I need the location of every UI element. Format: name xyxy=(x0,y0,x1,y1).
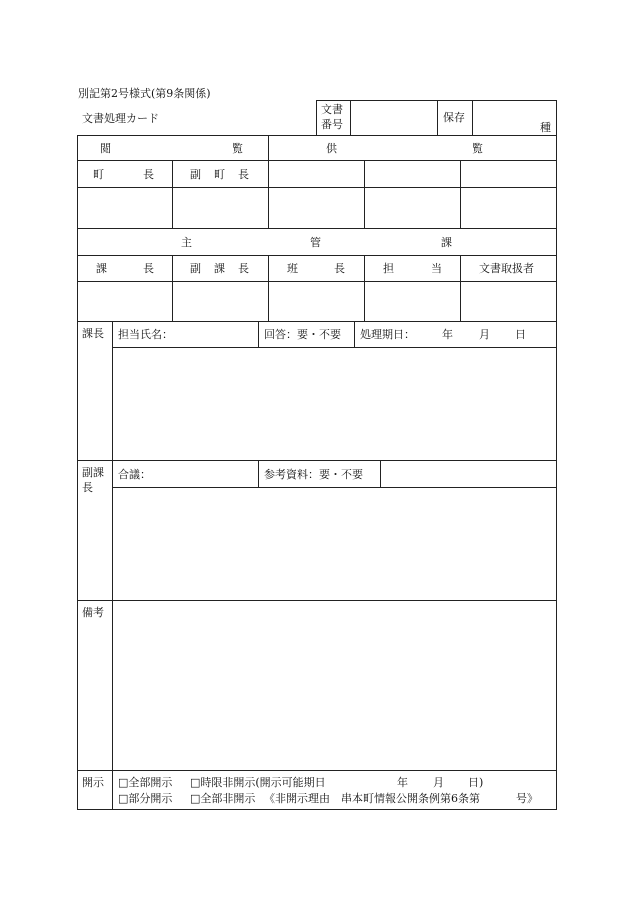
section-chief-label: 長 xyxy=(143,262,154,275)
table-border xyxy=(77,460,557,461)
deputy-side-label: 副課 xyxy=(82,466,104,479)
deputy-mayor-label: 副 xyxy=(190,168,201,181)
partial-disclosure-checkbox[interactable]: □部分開示 xyxy=(118,792,173,805)
doc-number-label: 番号 xyxy=(321,118,343,131)
table-border xyxy=(77,255,557,256)
table-border xyxy=(77,809,557,810)
full-disclosure-checkbox[interactable]: □全部開示 xyxy=(118,776,173,789)
table-border xyxy=(77,321,557,322)
disclosure-year-label: 年 xyxy=(397,776,408,789)
deadline-label: 処理期日： xyxy=(360,328,415,341)
mayor-stamp-box[interactable] xyxy=(78,188,172,228)
deputy-chief-label: 長 xyxy=(238,262,249,275)
remarks-side-label: 備考 xyxy=(82,606,104,619)
deputy-side-label: 長 xyxy=(82,481,93,494)
card-title: 文書処理カード xyxy=(82,112,159,125)
main-section-title: 課 xyxy=(441,236,452,249)
deadline-day-label: 日 xyxy=(515,328,526,341)
table-border xyxy=(258,321,259,347)
remarks-area[interactable] xyxy=(113,601,556,770)
deadline-month-label: 月 xyxy=(479,328,490,341)
mayor-label: 長 xyxy=(143,168,154,181)
chief-notes-area[interactable] xyxy=(113,348,556,460)
document-handler-stamp-box[interactable] xyxy=(461,282,556,321)
review-label: 覧 xyxy=(232,142,243,155)
form-title: 別記第2号様式(第9条関係) xyxy=(78,87,211,100)
disclosure-month-label: 月 xyxy=(433,776,444,789)
nondisclosure-reason-close: 号》 xyxy=(516,792,538,805)
person-name-label: 担当氏名： xyxy=(118,328,173,341)
table-border xyxy=(354,321,355,347)
table-border xyxy=(437,100,438,135)
review-label: 閲 xyxy=(100,142,111,155)
retention-label: 保存 xyxy=(443,111,465,124)
timed-nondisclosure-checkbox[interactable]: □時限非開示(開示可能期日 xyxy=(190,776,326,789)
reply-required-label[interactable]: 回答：要・不要 xyxy=(264,328,341,341)
deputy-notes-area[interactable] xyxy=(113,488,556,600)
team-leader-stamp-box[interactable] xyxy=(269,282,364,321)
circulation-label: 覧 xyxy=(472,142,483,155)
table-border xyxy=(316,100,317,135)
person-in-charge-label: 当 xyxy=(431,262,442,275)
deputy-chief-stamp-box[interactable] xyxy=(173,282,268,321)
circulation-label: 供 xyxy=(326,142,337,155)
document-handler-label: 文書取扱者 xyxy=(479,262,534,275)
kind-label: 種 xyxy=(540,121,551,134)
disclosure-side-label: 開示 xyxy=(82,776,104,789)
table-border xyxy=(77,135,557,136)
deputy-mayor-label: 長 xyxy=(238,168,249,181)
table-border xyxy=(77,135,78,810)
full-nondisclosure-checkbox[interactable]: □全部非開示 xyxy=(190,792,256,805)
table-border xyxy=(77,770,557,771)
person-in-charge-label: 担 xyxy=(383,262,394,275)
table-border xyxy=(77,228,557,229)
mayor-label: 町 xyxy=(93,168,104,181)
table-border xyxy=(258,460,259,487)
deputy-chief-label: 課 xyxy=(214,262,225,275)
section-chief-label: 課 xyxy=(96,262,107,275)
main-section-title: 主 xyxy=(181,236,192,249)
doc-number-field[interactable] xyxy=(351,101,437,135)
circulation-stamp-box[interactable] xyxy=(365,161,460,228)
deadline-year-label: 年 xyxy=(442,328,453,341)
team-leader-label: 長 xyxy=(334,262,345,275)
person-in-charge-stamp-box[interactable] xyxy=(365,282,460,321)
main-section-title: 管 xyxy=(310,236,321,249)
doc-number-label: 文書 xyxy=(321,103,343,116)
reference-material-label[interactable]: 参考資料：要・不要 xyxy=(264,468,363,481)
table-border xyxy=(556,100,557,810)
nondisclosure-reason-text: 《非開示理由 串本町情報公開条例第6条第 xyxy=(264,792,480,805)
chief-side-label: 課長 xyxy=(82,327,104,340)
team-leader-label: 班 xyxy=(287,262,298,275)
deputy-mayor-label: 町 xyxy=(214,168,225,181)
deputy-chief-label: 副 xyxy=(190,262,201,275)
circulation-stamp-box[interactable] xyxy=(461,161,556,228)
consultation-label: 合議： xyxy=(118,468,151,481)
circulation-stamp-box[interactable] xyxy=(269,161,364,228)
table-border xyxy=(380,460,381,487)
section-chief-stamp-box[interactable] xyxy=(78,282,172,321)
disclosure-day-label: 日) xyxy=(468,776,484,789)
deputy-mayor-stamp-box[interactable] xyxy=(173,188,268,228)
